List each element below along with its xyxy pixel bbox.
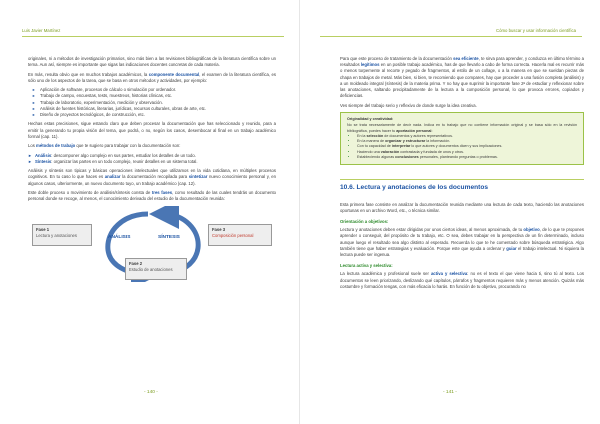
left-paragraph-1: originales, ni a métodos de investigación primarios, sino más bien a las revisiones bibliográficas de la literatura científica sobre un tema. Aun así, siempre es importante que sigas las indicaciones docentes concretas de cada materia. bbox=[28, 56, 276, 68]
running-head-title: Cómo buscar y usar información científica bbox=[495, 28, 576, 33]
left-page-content bbox=[28, 56, 276, 282]
list-item: ► Síntesis: organizar las partes en un todo complejo, reunir detalles en un sistema total. bbox=[28, 159, 276, 165]
right-paragraph-3: Esta primera fase consiste en analizar la documentación reunida mediante una lectura de cada texto, haciendo las anotaciones oportunas en un archivo Word, etc., o técnica similar. bbox=[340, 201, 584, 213]
list-item: ► Análisis de fuentes históricas, literarias, jurídicas, recursos culturales, obras de arte, etc. bbox=[40, 106, 276, 112]
header-rule-left bbox=[22, 36, 284, 37]
phase-2-box: Fase 2 Estudio de anotaciones bbox=[125, 258, 187, 280]
running-head-author: Luis Javier Martínez bbox=[22, 28, 61, 33]
subheading-objectives: Orientación a objetivos: bbox=[340, 218, 389, 224]
page-number-right: - 141 - bbox=[443, 390, 457, 395]
list-item: • Haciendo una valoración contrastada y fundada de unos y otros. bbox=[357, 150, 577, 155]
right-paragraph-1: Para que este proceso de tratamiento de la documentación sea eficiente, te sirva para aprender, y conduzca en último término a resultados legítimos en un posible trabajo académico, has de que llevarlo a cabo de forma correcta. Hacerla mal es recurrir más o menos torpemente al recorte y pegado de fragmentos, al estilo de un collage, o a la manera en que se sueldan piezas de chapa en trabajos de metal. Más bien, si bien, te recomiendo que compares, hay que proceder a una fusión completa (análisis) y a un moldeado integral (síntesis) de la materia prima. Y no hay que suprimir la importante fase 2ª de estudiar y reflexionar sobre las anotaciones, saltando precipitadamente de la lectura a la composición personal, lo que provoca errores, copiados y deficiencias. bbox=[340, 56, 585, 99]
list-item: • Con tu capacidad de interpretar lo que autores y documentos dicen y sus implicaciones. bbox=[357, 144, 577, 149]
right-paragraph-5: La lectura académica y profesional suele ser activa y selectiva: no es el texto el que viene hacia ti, sino tú al texto. Los documentos se leen priorizando, deslizando qué capítulos, párrafos y fragmentos requieren más y menos atención. Quizás más costumbre y formación tengas, con más eficacia lo harás. En función de tu objetivo, procurando no bbox=[340, 271, 584, 289]
methods-list bbox=[28, 87, 276, 118]
list-item: ► Trabajo de laboratorio, experimentación, medición y observación. bbox=[40, 100, 276, 106]
page-number-left: - 140 - bbox=[144, 390, 158, 395]
phase-1-box: Fase 1 Lectura y anotaciones bbox=[32, 224, 92, 246]
list-item: ► Trabajo de campo, encuestas, tests, muestreos, historias clínicas, etc. bbox=[40, 93, 276, 99]
phases-diagram bbox=[28, 206, 278, 282]
list-item: ► Análisis: descomponer algo complejo en sus partes, estudiar los detalles de un todo. bbox=[28, 153, 276, 159]
left-paragraph-6: Este doble proceso o movimiento de análisis/síntesis consta de tres fases, como resultado de las cuales tendrás un documento personal donde se recoge, al menos, el conocimiento derivado del estudio de la documentación reunida: bbox=[28, 189, 276, 202]
subheading-active-reading: Lectura activa y selectiva: bbox=[340, 263, 393, 269]
note-title: Originalidad y creatividad: bbox=[347, 117, 394, 121]
analysis-synthesis-list bbox=[28, 153, 276, 165]
note-list bbox=[347, 134, 577, 160]
right-paragraph-2: Ves siempre del trabajo serio y reflexivo de donde surge la idea creativa. bbox=[340, 102, 477, 108]
section-heading: 10.6. Lectura y anotaciones de los documentos bbox=[340, 179, 584, 191]
list-item: • En la manera de organizar y estructurar la información. bbox=[357, 139, 577, 144]
phase-3-box: Fase 3 Composición personal bbox=[208, 224, 272, 246]
left-paragraph-4: Los métodos de trabajo que te sugiero para trabajar con la documentación son: bbox=[28, 143, 181, 149]
list-item: ► Diseño de proyectos tecnológicos, de construcción, etc. bbox=[40, 112, 276, 118]
synthesis-label: SÍNTESIS bbox=[158, 235, 180, 241]
creativity-note-box bbox=[340, 112, 584, 165]
left-paragraph-2: En más, resulta obvio que en muchos trabajos académicos, la componente documental, el examen de la literatura científica, es sólo uno de los aspectos de la tarea, que se basa en otros métodos y actividades, por ejemplo: bbox=[28, 71, 277, 83]
right-paragraph-4: Lectura y anotaciones deben estar dirigidas por unos ciertos ideas, al menos aproximada, de tu objetivo, de lo que te propones aprender o conseguir, del propósito de tu trabajo, etc. O sea, debes trabajar en la perspectiva de un fin determinado, incluso aunque luego el resultado sea algo distinto al esperado. Recuerda lo que te he comentado sobre búsqueda estratégica. Algo también tiene que haber estrategias y evaluación. Porque este que ayuda a ordenar y guiar el trabajo intelectual. Ni siquiera la lectura puede ser ingenua. bbox=[340, 227, 584, 257]
page-gutter bbox=[299, 0, 300, 424]
analysis-label: ANÁLISIS bbox=[108, 235, 131, 241]
list-item: ► Aplicación de software, procesos de cálculo o simulación por ordenador. bbox=[40, 87, 276, 93]
right-page-content bbox=[340, 56, 584, 293]
list-item: • Estableciendo algunas conclusiones personales, planteando preguntas o problemas. bbox=[357, 155, 577, 160]
note-intro: No se trata necesariamente de decir nada. Indica en tu trabajo que no contiene información original y se basa sólo en la revisión bibliográfica, puedes hacer tu aportación personal: bbox=[347, 123, 577, 133]
left-paragraph-3: Hechas estas precisiones, sigue estando claro que deben procesar la documentación que has seleccionado y reunido, para a emitir la generando tu propia visión del tema, que podrá, o no, según los casos, desembocar al final en un trabajo académico formal (cap. 11). bbox=[28, 121, 276, 139]
list-item: • En la selección de documentos y autores representativos. bbox=[357, 134, 577, 139]
header-rule-right bbox=[320, 36, 582, 37]
left-paragraph-5: Análisis y síntesis son tipicas y básicas operaciones intelectuales que utilizamos en la vida cotidiana, en múltiples procesos cognitivos. En tu caso lo que haces es analizar la documentación recopilada para sintetizar nuevo conocimiento personal y, en algunos casos, ulteriormente, un nuevo documento tuyo, un trabajo académico (cap. 12). bbox=[28, 168, 276, 186]
